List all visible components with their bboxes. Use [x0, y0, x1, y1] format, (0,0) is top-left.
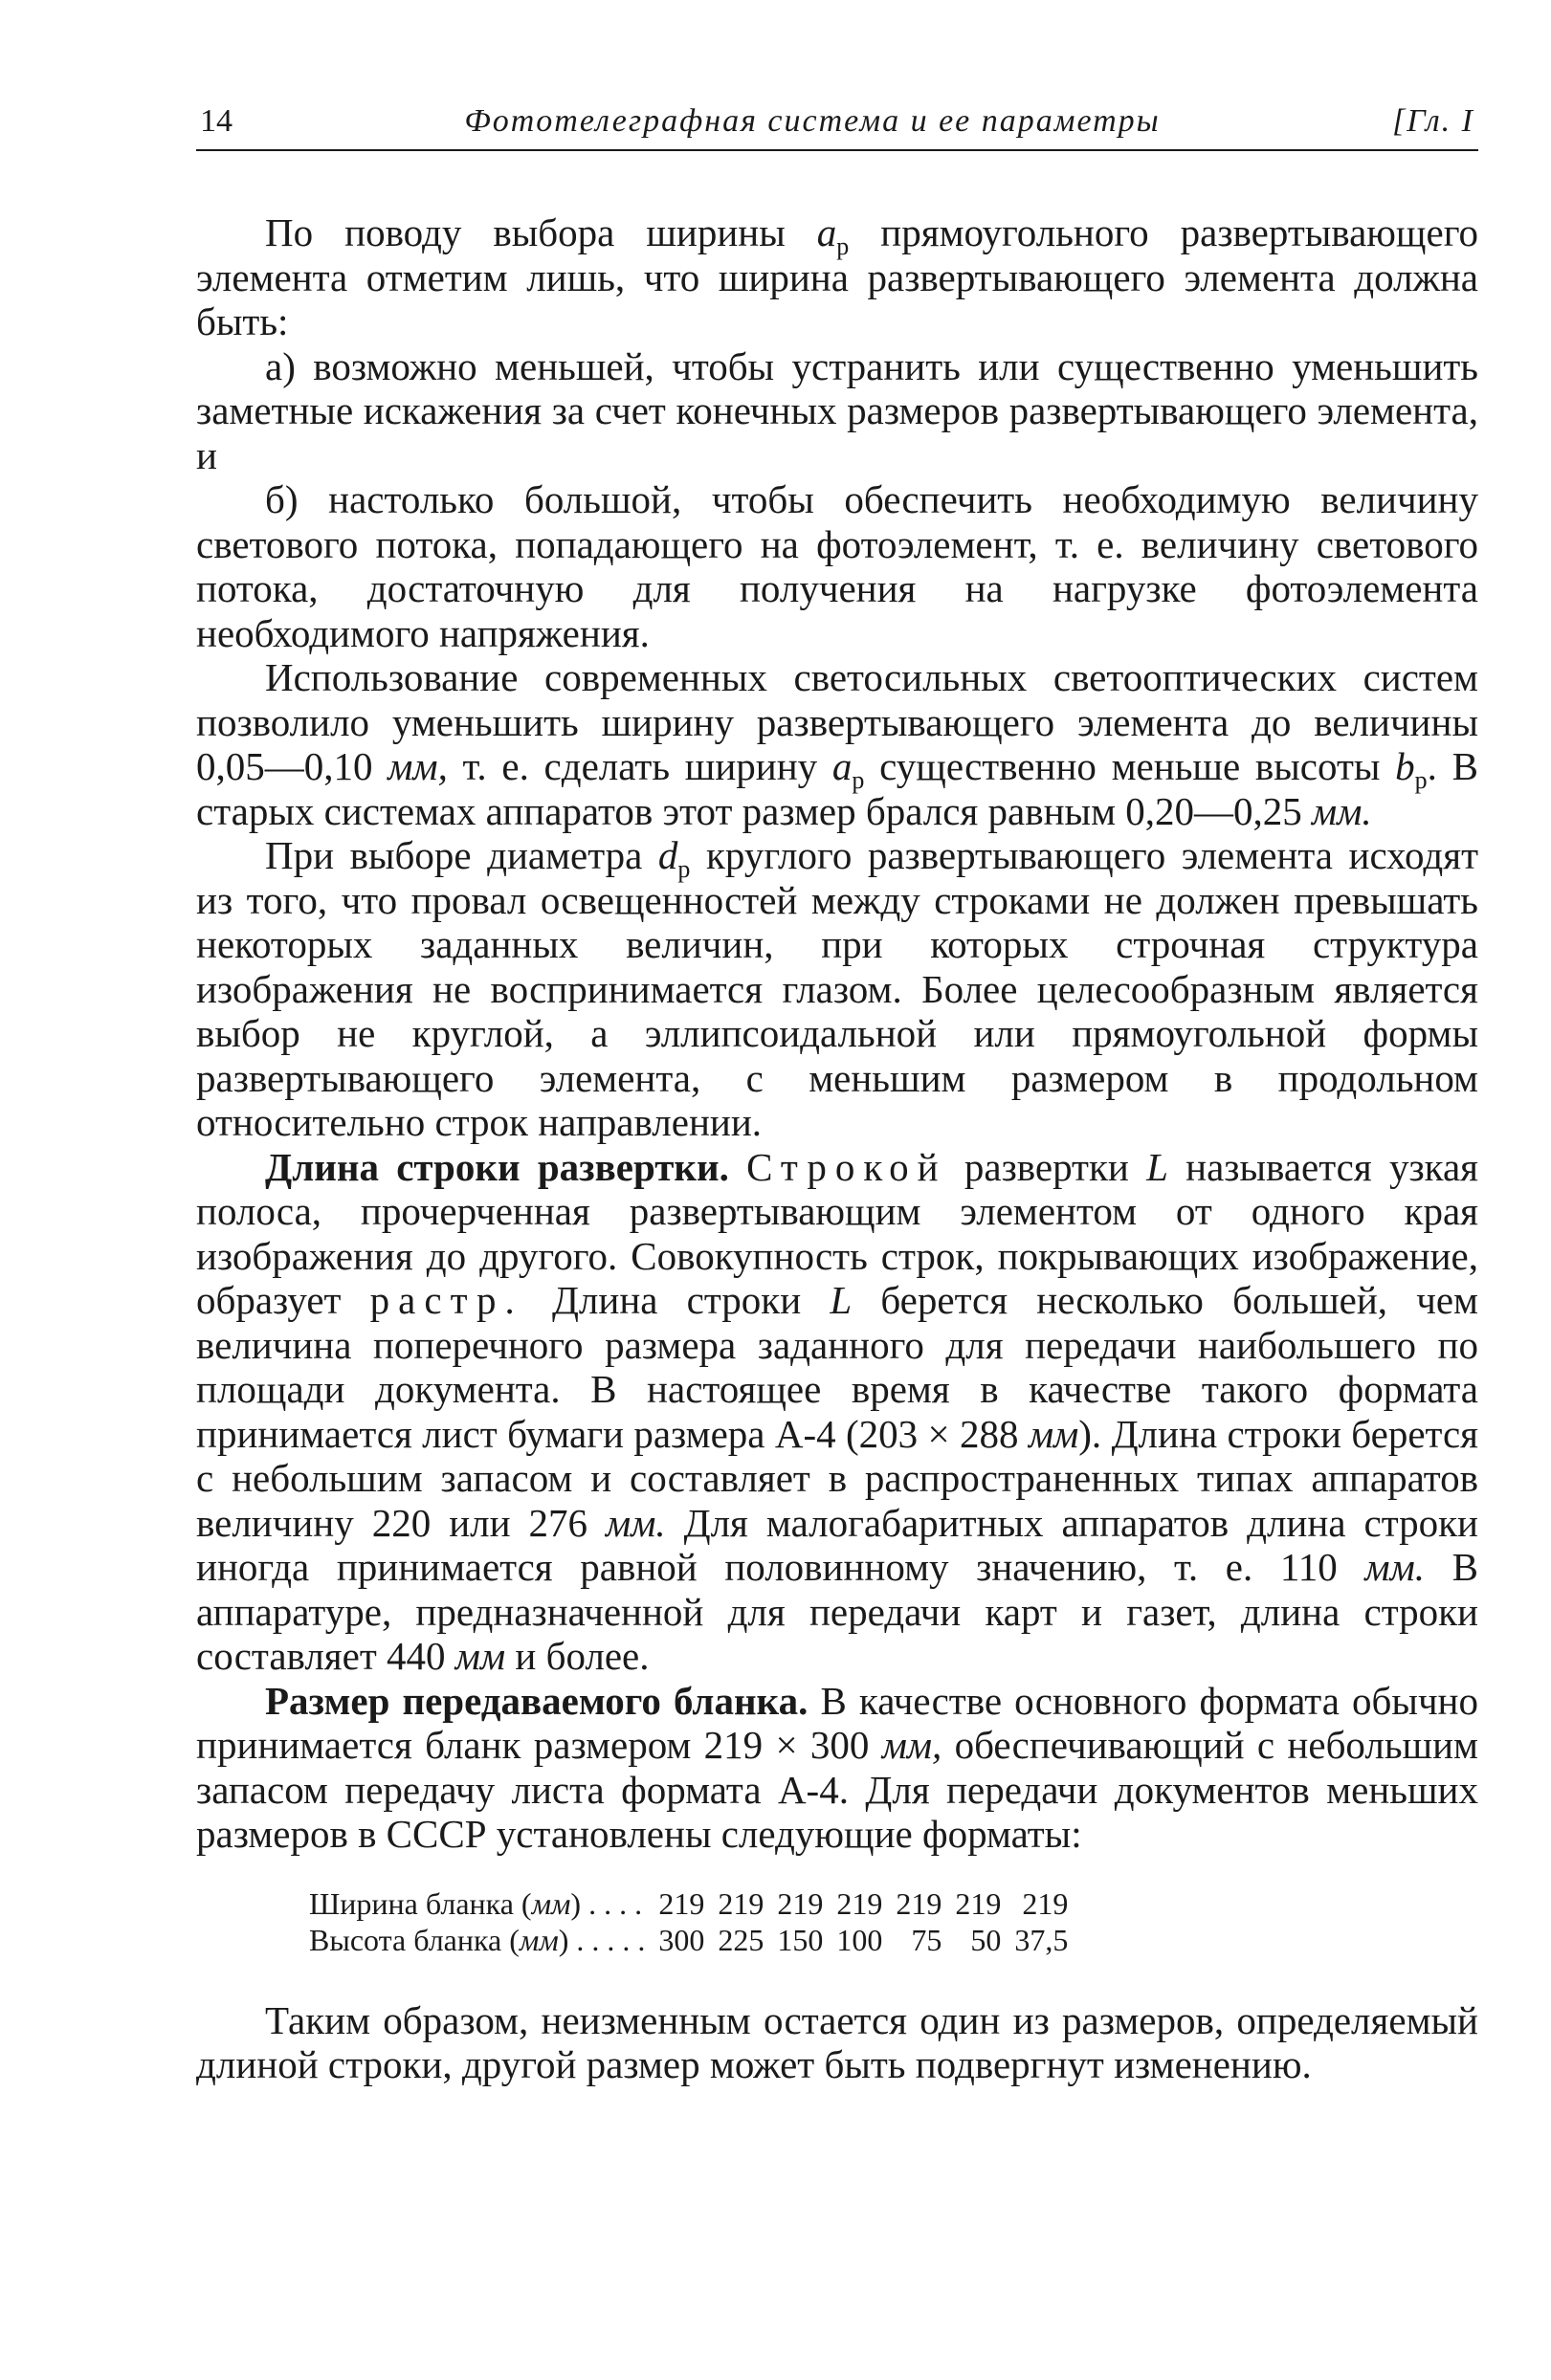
row-label: Ширина бланка (мм) . . . . [309, 1885, 643, 1921]
book-page [196, 103, 1478, 2087]
paragraph-optics: Использование современных светосильных светооптических систем позволило уменьшить ширину развертывающего элемента до величины 0,05—0,10 мм, т. е. сделать ширину $a_р$ существенно меньше высоты $b_р$. В старых системах аппаратов этот размер брался равным 0,20—0,25 мм. [196, 655, 1479, 833]
table-row-width: Ширина бланка (мм) . . . . 219 219 219 219 219 219 219 [309, 1885, 1069, 1921]
page-body [196, 210, 1478, 2087]
table-row-height: Высота бланка (мм) . . . . . 300 225 150 100 75 50 37,5 [309, 1922, 1069, 1957]
paragraph-diameter: При выборе диаметра $d_р$ круглого развертывающего элемента исходят из того, что провал освещенностей между строками не должен превышать некоторых заданных величин, при которых строчная структура изображения не воспринимается глазом. Более целесообразным является выбор не круглой, а эллипсоидальной или прямоугольной формы развертывающего элемента, с меньшим размером в продольном относительно строк направлении. [196, 833, 1478, 1144]
paragraph-form-size: Размер передаваемого бланка. В качестве основного формата обычно принимается бланк размером 219 × 300 мм, обеспечивающий с небольшим запасом передачу листа формата А-4. Для передачи документов меньших размеров в СССР установлены следующие форматы: [196, 1678, 1479, 1856]
row-label: Высота бланка (мм) . . . . . [309, 1922, 646, 1957]
form-formats-table [309, 1885, 1081, 1958]
paragraph-scan-width: По поводу выбора ширины $a_р$ прямоугольного развертывающего элемента отметим лишь, что ширина развертывающего элемента должна быть: [196, 210, 1478, 343]
running-title: Фототелеграфная система и ее параметры [464, 103, 1161, 139]
section-heading-form-size: Размер передаваемого бланка. [265, 1678, 809, 1723]
paragraph-line-length: Длина строки развертки. Строкой развертки L называется узкая полоса, прочерченная развертывающим элементом от одного края изображения до другого. Совокупность строк, покрывающих изображение, образует растр. Длина строки L берется несколько большей, чем величина поперечного размера заданного для передачи наибольшего по площади документа. В настоящее время в качестве такого формата принимается лист бумаги размера А-4 (203 × 288 мм). Длина строки берется с небольшим запасом и составляет в распространенных типах аппаратов величину 220 или 276 мм. Для малогабаритных аппаратов длина строки иногда принимается равной половинному значению, т. е. 110 мм. В аппаратуре, предназначенной для передачи карт и газет, длина строки составляет 440 мм и более. [196, 1144, 1479, 1678]
page-number: 14 [200, 103, 233, 139]
paragraph-conclusion: Таким образом, неизменным остается один из размеров, определяемый длиной строки, другой размер может быть подвергнут изменению. [196, 1997, 1478, 2086]
chapter-marker: [Гл. I [1392, 103, 1474, 139]
section-heading-line-length: Длина строки развертки. [265, 1144, 729, 1189]
paragraph-item-b: б) настолько большой, чтобы обеспечить необходимую величину светового потока, попадающего на фотоэлемент, т. е. величину светового потока, достаточную для получения на нагрузке фотоэлемента необходимого напряжения. [196, 477, 1478, 655]
paragraph-item-a: а) возможно меньшей, чтобы устранить или существенно уменьшить заметные искажения за счет конечных размеров развертывающего элемента, и [196, 343, 1478, 477]
running-header [196, 103, 1478, 151]
